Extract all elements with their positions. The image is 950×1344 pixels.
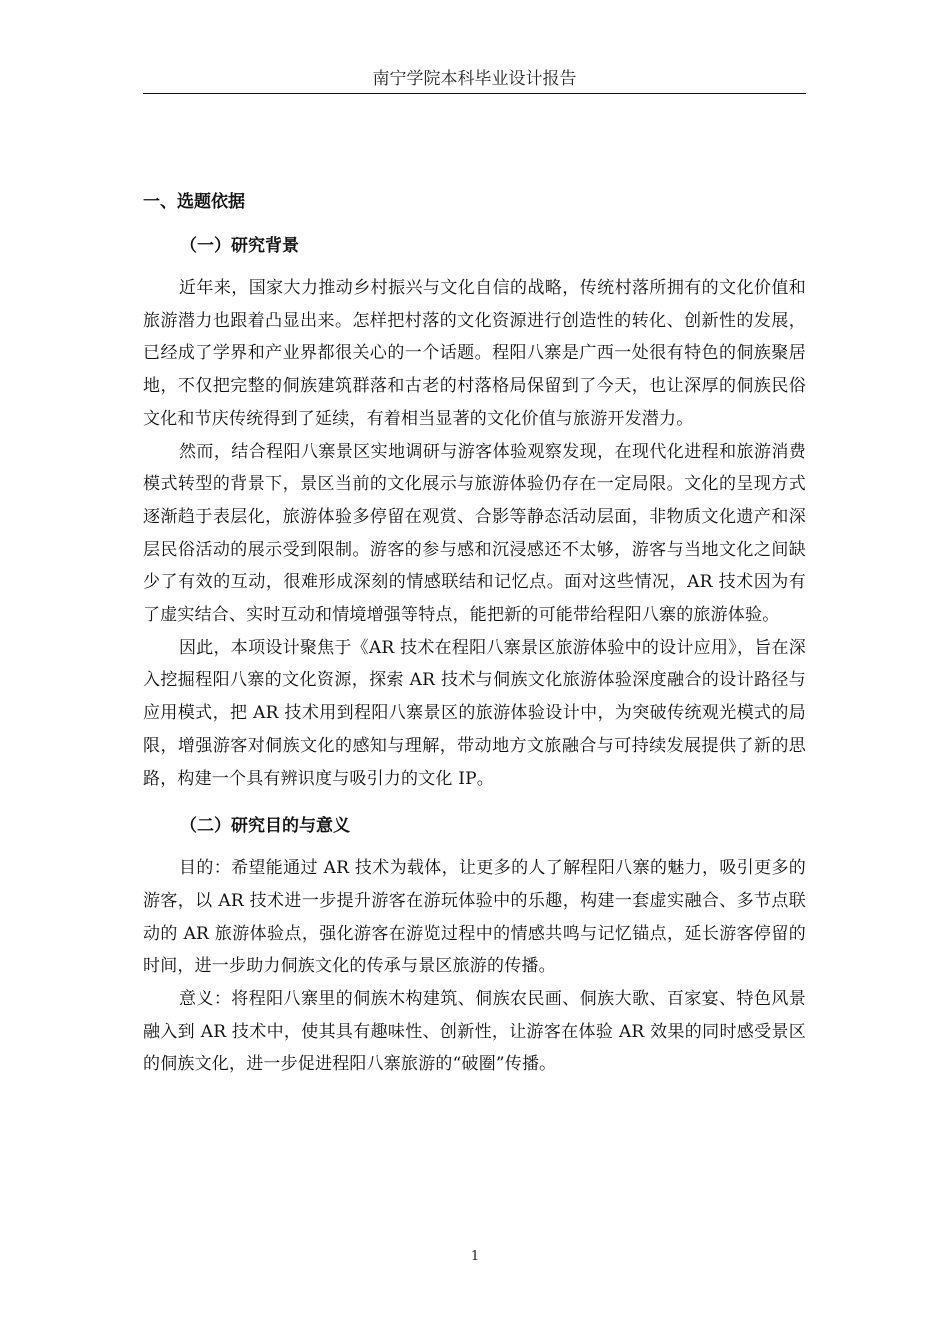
- paragraph-background-1: 近年来，国家大力推动乡村振兴与文化自信的战略，传统村落所拥有的文化价值和旅游潜力也跟着凸显出来。怎样把村落的文化资源进行创造性的转化、创新性的发展，已经成了学界和产业界都很关心的一个话题。程阳八寨是广西一处很有特色的侗族聚居地，不仅把完整的侗族建筑群落和古老的村落格局保留到了今天，也让深厚的侗族民俗文化和节庆传统得到了延续，有着相当显著的文化价值与旅游开发潜力。: [143, 278, 806, 429]
- page-content: [143, 186, 806, 1081]
- paragraph-significance: 意义：将程阳八寨里的侗族木构建筑、侗族农民画、侗族大歌、百家宴、特色风景融入到 AR 技术中，使其具有趣味性、创新性，让游客在体验 AR 效果的同时感受景区的侗族文化，进一步促进程阳八寨旅游的“破圈”传播。: [143, 989, 806, 1075]
- section-heading: 一、选题依据: [143, 192, 245, 212]
- subsection-heading-background: （一）研究背景: [180, 236, 299, 256]
- header-rule: [143, 93, 806, 94]
- subsection-heading-purpose: （二）研究目的与意义: [180, 816, 350, 837]
- page-number: 1: [470, 1249, 480, 1264]
- running-header: 南宁学院本科毕业设计报告: [372, 69, 577, 89]
- paragraph-purpose: 目的：希望能通过 AR 技术为载体，让更多的人了解程阳八寨的魅力，吸引更多的游客，以 AR 技术进一步提升游客在游玩体验中的乐趣，构建一套虚实融合、多节点联动的 AR 旅游体验点，强化游客在游览过程中的情感共鸣与记忆锚点，延长游客停留的时间，进一步助力侗族文化的传承与景区旅游的传播。: [143, 858, 806, 977]
- paragraph-background-3: 因此，本项设计聚焦于《AR 技术在程阳八寨景区旅游体验中的设计应用》，旨在深入挖掘程阳八寨的文化资源，探索 AR 技术与侗族文化旅游体验深度融合的设计路径与应用模式，把 AR 技术用到程阳八寨景区的旅游体验设计中，为突破传统观光模式的局限，增强游客对侗族文化的感知与理解，带动地方文旅融合与可持续发展提供了新的思路，构建一个具有辨识度与吸引力的文化 IP。: [143, 637, 806, 789]
- paragraph-background-2: 然而，结合程阳八寨景区实地调研与游客体验观察发现，在现代化进程和旅游消费模式转型的背景下，景区当前的文化展示与旅游体验仍存在一定局限。文化的呈现方式逐渐趋于表层化，旅游体验多停留在观赏、合影等静态活动层面，非物质文化遗产和深层民俗活动的展示受到限制。游客的参与感和沉浸感还不太够，游客与当地文化之间缺少了有效的互动，很难形成深刻的情感联结和记忆点。面对这些情况，AR 技术因为有了虚实结合、实时互动和情境增强等特点，能把新的可能带给程阳八寨的旅游体验。: [143, 441, 806, 626]
